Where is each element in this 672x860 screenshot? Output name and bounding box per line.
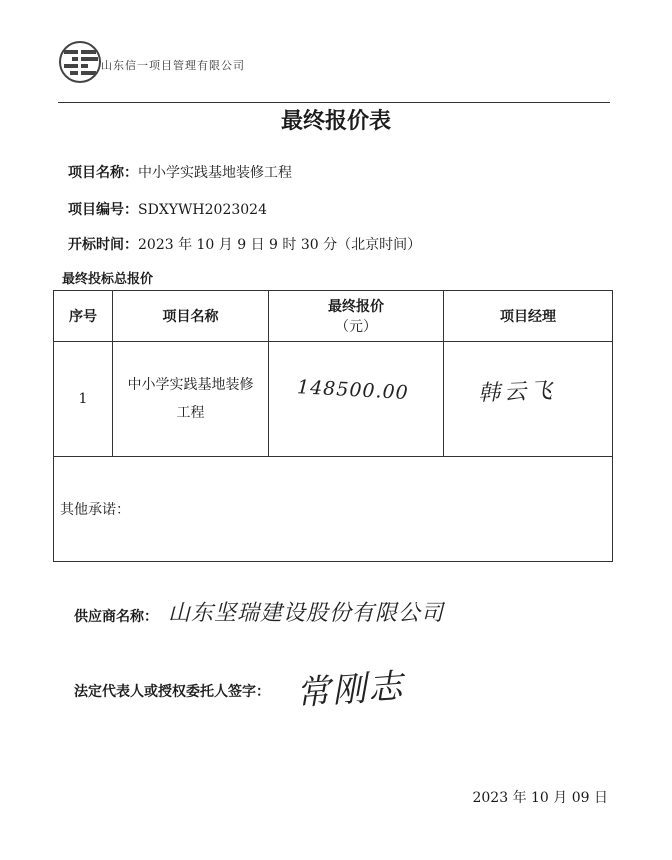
handwritten-manager: 韩云飞 [477,378,557,407]
open-time-line [68,234,421,254]
section-label: 最终投标总报价 [62,272,154,287]
company-name: 山东信一项目管理有限公司 [101,59,245,72]
header-price-line2: （元） [335,319,377,335]
supplier-label: 供应商名称： [74,609,158,625]
cell-seq: 1 [54,342,113,457]
rep-label: 法定代表人或授权委托人签字： [74,684,270,700]
document-date: 2023 年 10 月 09 日 [472,790,608,806]
cell-name-text: 中小学实践基地装修工程 [127,377,254,421]
open-time-value: 2023 年 10 月 9 日 9 时 30 分（北京时间） [138,237,422,253]
project-name-line [68,162,292,182]
table-header-row [54,291,613,342]
header-price [269,291,444,342]
cell-manager [444,342,613,457]
other-label: 其他承诺： [60,502,130,518]
project-name-label: 项目名称： [68,165,138,181]
supplier-name: 山东坚瑞建设股份有限公司 [168,601,445,626]
cell-price [269,342,444,457]
cell-other [54,457,613,562]
project-no-label: 项目编号： [68,202,138,218]
handwritten-price: 148500.00 [296,376,410,405]
project-no-line [68,199,267,219]
project-name-value: 中小学实践基地装修工程 [138,165,292,181]
header-price-line1: 最终报价 [328,299,384,315]
company-logo-icon [58,40,102,84]
header-manager: 项目经理 [444,291,613,342]
open-time-label: 开标时间： [68,237,138,253]
quote-table [53,290,613,562]
header-divider [58,102,610,103]
header-name: 项目名称 [113,291,269,342]
document-title: 最终报价表 [280,109,391,134]
project-no-value: SDXYWH2023024 [138,202,267,218]
table-other-row [54,457,613,562]
header-seq: 序号 [54,291,113,342]
rep-signature: 常刚志 [294,666,406,714]
table-row [54,342,613,457]
cell-name [113,342,269,457]
